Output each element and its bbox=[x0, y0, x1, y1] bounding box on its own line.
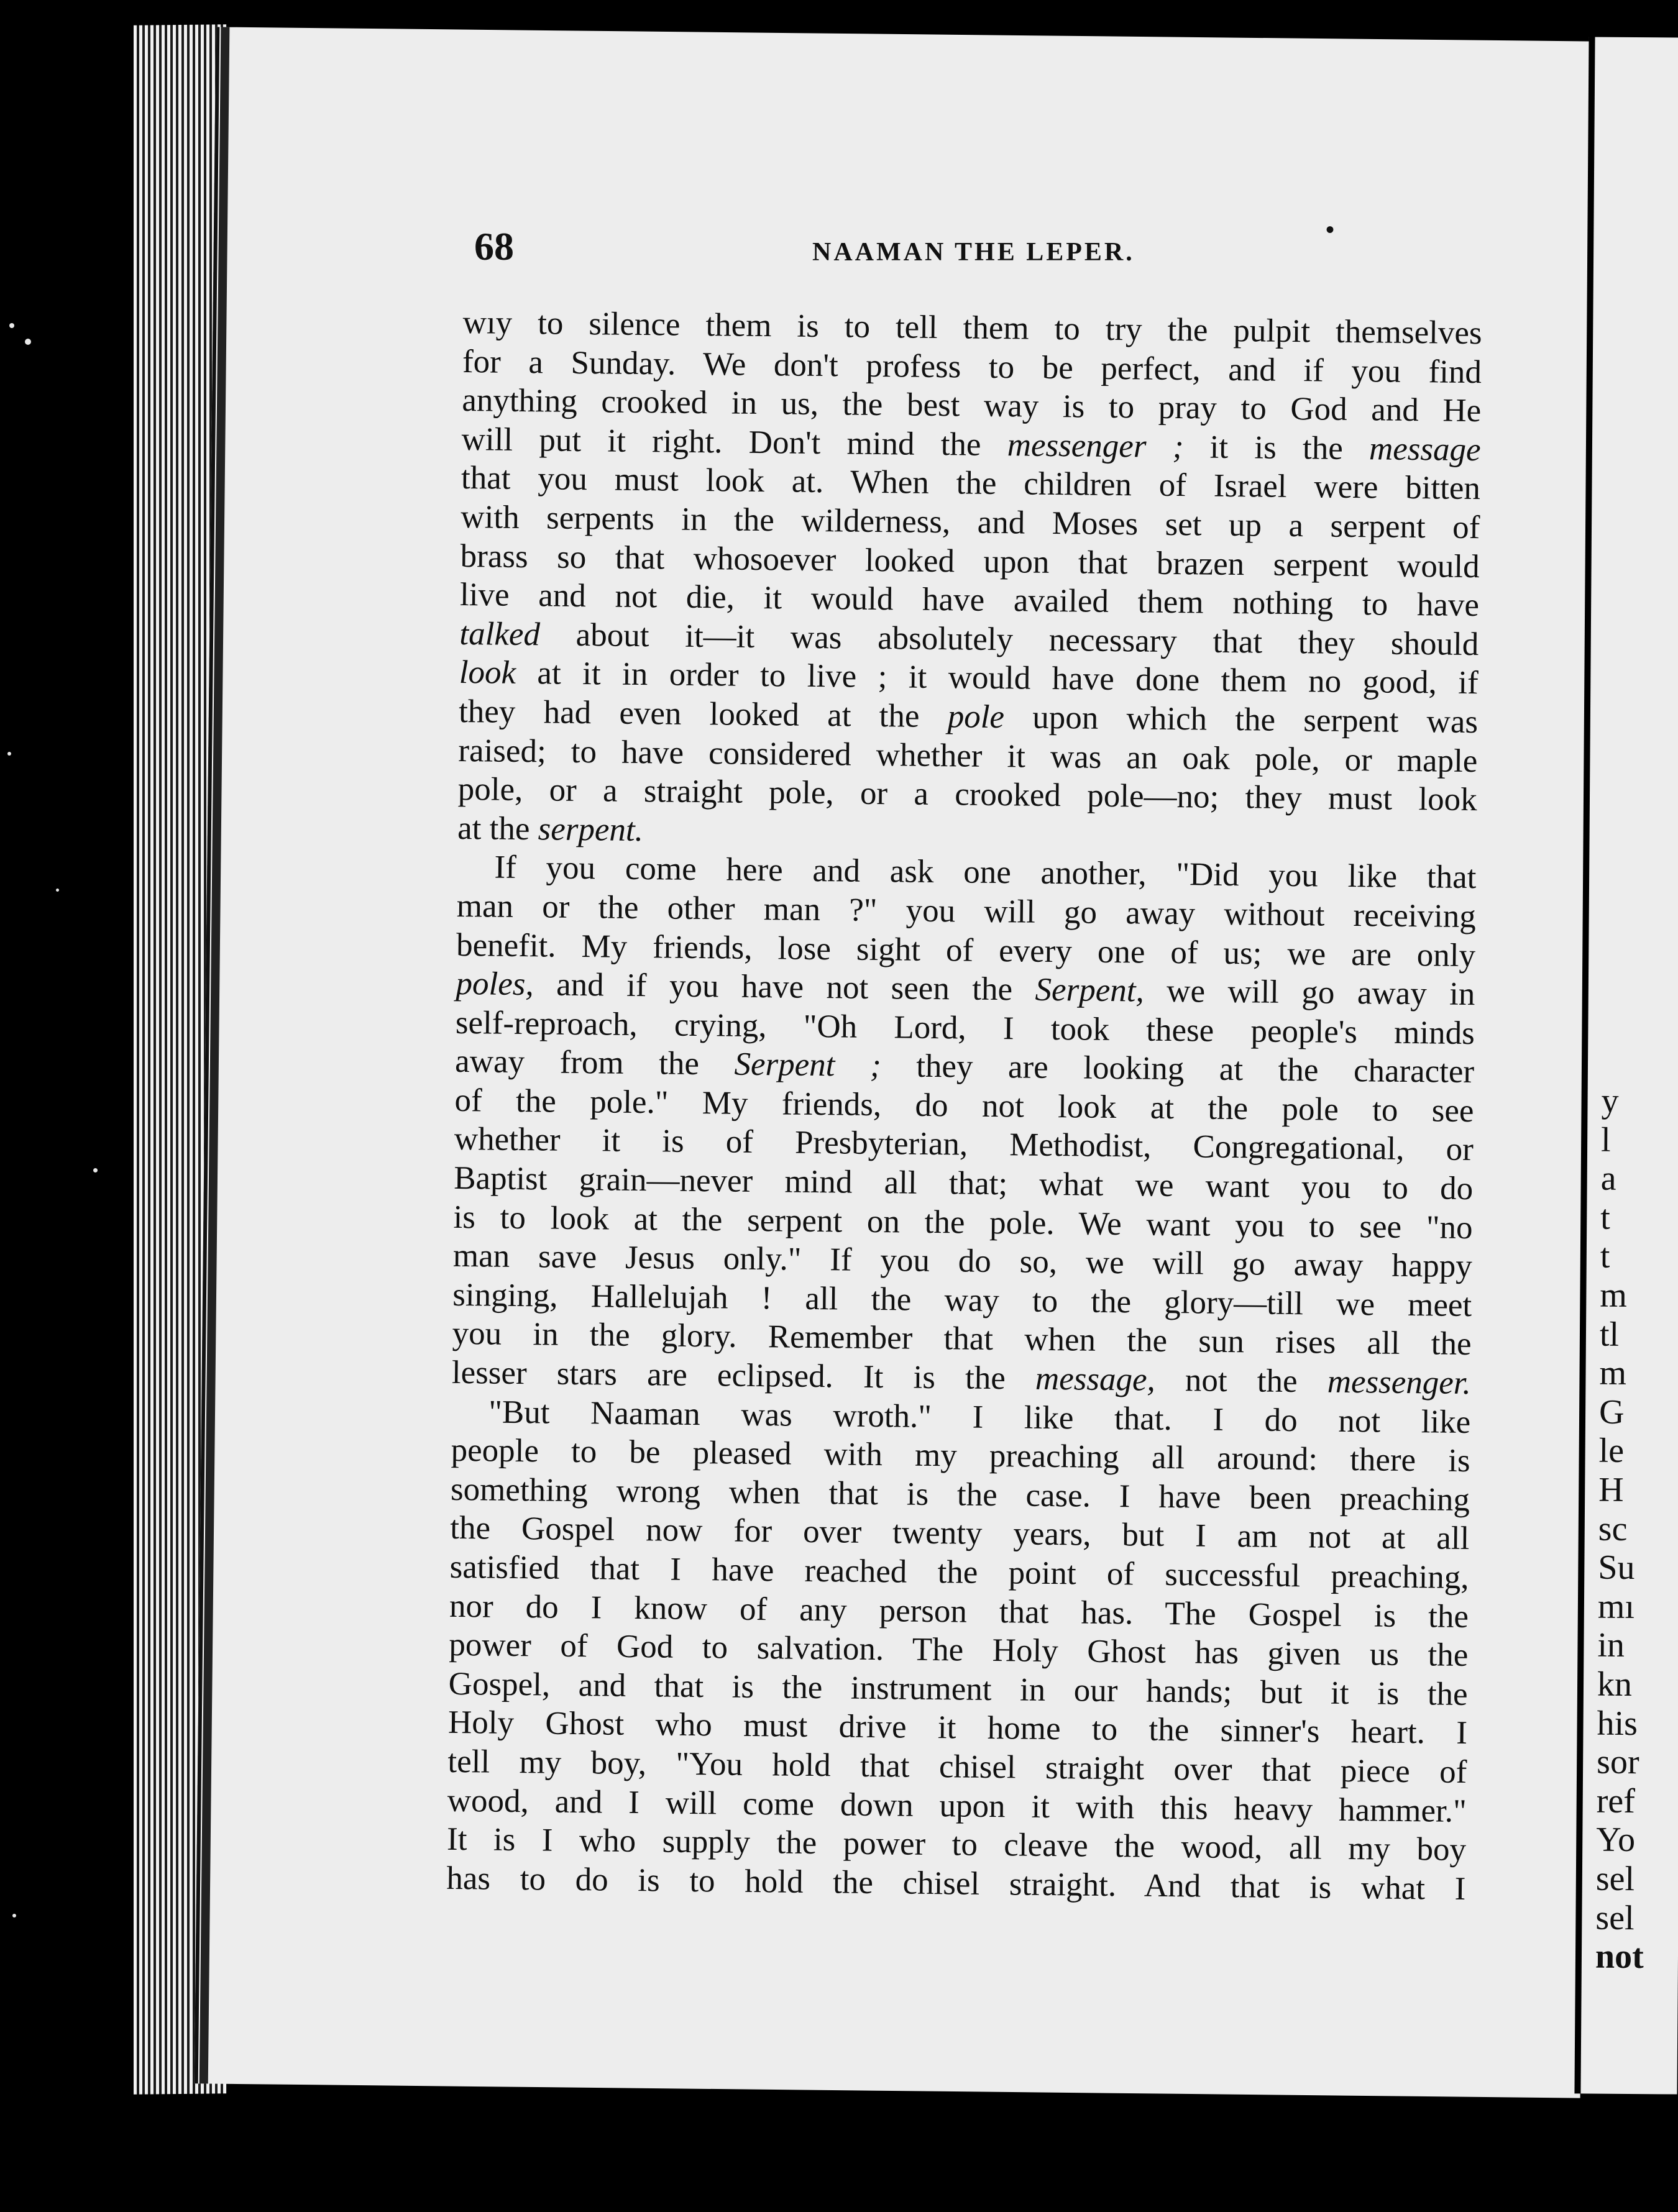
line-text: upon which the serpent was bbox=[1004, 699, 1479, 741]
line-text: and if you have not seen the bbox=[533, 966, 1035, 1008]
facing-page-fragment: l bbox=[1600, 1120, 1611, 1159]
page-number: 68 bbox=[474, 224, 514, 268]
facing-page-fragment: t bbox=[1600, 1237, 1610, 1276]
line-text: something wrong when that is the case. I have been preaching bbox=[450, 1471, 1470, 1518]
line-text: satisfied that I have reached the point of successful preaching, bbox=[449, 1548, 1469, 1596]
line-text: at it in order to live ; it would have done them no good, if bbox=[515, 655, 1479, 702]
facing-page-fragment: m bbox=[1600, 1276, 1628, 1315]
line-text: the Gospel now for over twenty years, but I am not at all bbox=[450, 1510, 1470, 1557]
facing-page-fragment: a bbox=[1600, 1159, 1616, 1199]
facing-page-fragment: t bbox=[1600, 1198, 1611, 1237]
line-text: of the pole." My friends, do not look at the pole to see bbox=[454, 1082, 1474, 1129]
line-text: will put it right. Don't mind the bbox=[461, 421, 1008, 463]
line-text: Baptist grain—never mind all that; what we want you to do bbox=[453, 1159, 1474, 1207]
line-text: man save Jesus only." If you do so, we will go away happy bbox=[452, 1238, 1473, 1285]
line-text: you in the glory. Remember that when the sun rises all the bbox=[452, 1315, 1472, 1363]
line-text: power of God to salvation. The Holy Ghost has given us the bbox=[449, 1627, 1469, 1674]
dust-speck bbox=[93, 1168, 98, 1172]
dust-speck bbox=[9, 323, 14, 328]
facing-page-fragment: le bbox=[1598, 1432, 1625, 1471]
line-text: not the bbox=[1155, 1361, 1328, 1400]
italic-word: messenger. bbox=[1327, 1363, 1472, 1402]
body-text bbox=[446, 303, 1482, 1908]
facing-page-fragment: sel bbox=[1595, 1859, 1635, 1899]
line-text: live and not die, it would have availed them nothing to have bbox=[459, 577, 1480, 624]
line-text: wıy to silence them is to tell them to try the pulpit themselves bbox=[462, 304, 1482, 352]
line-text: man or the other man ?" you will go away without receiving bbox=[456, 887, 1477, 935]
line-text: It is I who supply the power to cleave the wood, all my boy bbox=[446, 1821, 1467, 1868]
line-text: wood, and I will come down upon it with this heavy hammer." bbox=[447, 1782, 1467, 1829]
facing-page-fragment: y bbox=[1601, 1081, 1619, 1120]
line-text: singing, Hallelujah ! all the way to the glory—till we meet bbox=[452, 1276, 1472, 1323]
line-text: that you must look at. When the children of Israel were bitten bbox=[461, 460, 1481, 507]
line-text: Gospel, and that is the instrument in our hands; but it is the bbox=[448, 1665, 1468, 1712]
italic-word: poles, bbox=[456, 966, 534, 1003]
italic-word: message, bbox=[1035, 1360, 1156, 1398]
facing-page-fragment: sor bbox=[1596, 1742, 1639, 1782]
dust-speck bbox=[25, 339, 31, 345]
italic-word: Serpent, bbox=[1035, 971, 1145, 1009]
italic-word: look bbox=[459, 654, 516, 692]
line-text: pole, or a straight pole, or a crooked pole—no; they must look bbox=[457, 771, 1478, 818]
line-text: about it—it was absolutely necessary that they should bbox=[539, 616, 1479, 662]
facing-page-fragment: Su bbox=[1598, 1548, 1635, 1588]
header-dot: • bbox=[1326, 216, 1335, 244]
facing-page-fragment: kn bbox=[1597, 1665, 1633, 1704]
line-text: we will go away in bbox=[1144, 972, 1475, 1013]
facing-page-fragment: H bbox=[1598, 1470, 1624, 1509]
line-text: benefit. My friends, lose sight of every one of us; we are only bbox=[456, 926, 1476, 974]
line-text: brass so that whosoever looked upon that brazen serpent would bbox=[460, 537, 1480, 585]
line-text: has to do is to hold the chisel straight. And that is what I bbox=[446, 1860, 1466, 1907]
line-text: lesser stars are eclipsed. It is the bbox=[451, 1354, 1036, 1397]
italic-word: serpent. bbox=[538, 811, 644, 848]
line-text: "But Naaman was wroth." I like that. I do not like bbox=[488, 1394, 1471, 1440]
facing-page-fragment: m bbox=[1599, 1353, 1627, 1393]
line-text: they had even looked at the bbox=[458, 693, 948, 735]
running-head bbox=[264, 216, 1457, 280]
facing-page-fragment: Yo bbox=[1596, 1821, 1636, 1860]
line-text: away from the bbox=[454, 1043, 735, 1082]
line-text: anything crooked in us, the best way is to pray to God and He bbox=[462, 382, 1482, 429]
line-text: raised; to have considered whether it was an oak pole, or maple bbox=[458, 732, 1478, 779]
line-text: is to look at the serpent on the pole. We want you to see "no bbox=[453, 1199, 1473, 1246]
facing-page-fragment: ref bbox=[1596, 1781, 1636, 1821]
dust-speck bbox=[56, 889, 59, 892]
dust-speck bbox=[7, 752, 11, 756]
facing-page-edge bbox=[1574, 37, 1678, 2094]
line-text: tell my boy, "You hold that chisel straight over that piece of bbox=[447, 1743, 1467, 1791]
facing-page-fragment: not bbox=[1595, 1937, 1644, 1977]
italic-word: messenger ; bbox=[1007, 426, 1184, 465]
line-text: with serpents in the wilderness, and Moses set up a serpent of bbox=[461, 498, 1480, 546]
facing-page-fragment: G bbox=[1598, 1392, 1625, 1432]
italic-word: message bbox=[1369, 431, 1481, 468]
line-text: it is the bbox=[1183, 428, 1370, 467]
facing-page-fragment: in bbox=[1597, 1626, 1625, 1665]
running-title: NAAMAN THE LEPER. bbox=[812, 238, 1135, 267]
line-text: people to be pleased with my preaching all around: there is bbox=[451, 1432, 1470, 1479]
italic-word: talked bbox=[459, 615, 541, 653]
line-text: self-reproach, crying, "Oh Lord, I took these people's minds bbox=[455, 1004, 1475, 1051]
line-text: at the bbox=[457, 810, 538, 848]
line-text: whether it is of Presbyterian, Methodist, Congregational, or bbox=[454, 1121, 1474, 1168]
line-text: Holy Ghost who must drive it home to the sinner's heart. I bbox=[447, 1704, 1468, 1752]
line-text: If you come here and ask one another, "Did you like that bbox=[494, 849, 1477, 896]
facing-page-fragment: sel bbox=[1595, 1898, 1634, 1937]
italic-word: Serpent ; bbox=[734, 1046, 881, 1084]
line-text: nor do I know of any person that has. The Gospel is the bbox=[449, 1588, 1469, 1635]
line-text: they are looking at the character bbox=[881, 1048, 1475, 1090]
facing-page-fragment: his bbox=[1597, 1704, 1638, 1743]
italic-word: pole bbox=[947, 698, 1005, 736]
facing-page-fragment: tl bbox=[1599, 1315, 1620, 1354]
dust-speck bbox=[12, 1914, 16, 1917]
line-text: for a Sunday. We don't profess to be perfect, and if you find bbox=[462, 343, 1482, 390]
facing-page-fragment: sc bbox=[1598, 1509, 1628, 1548]
facing-page-fragment: mı bbox=[1597, 1587, 1635, 1626]
